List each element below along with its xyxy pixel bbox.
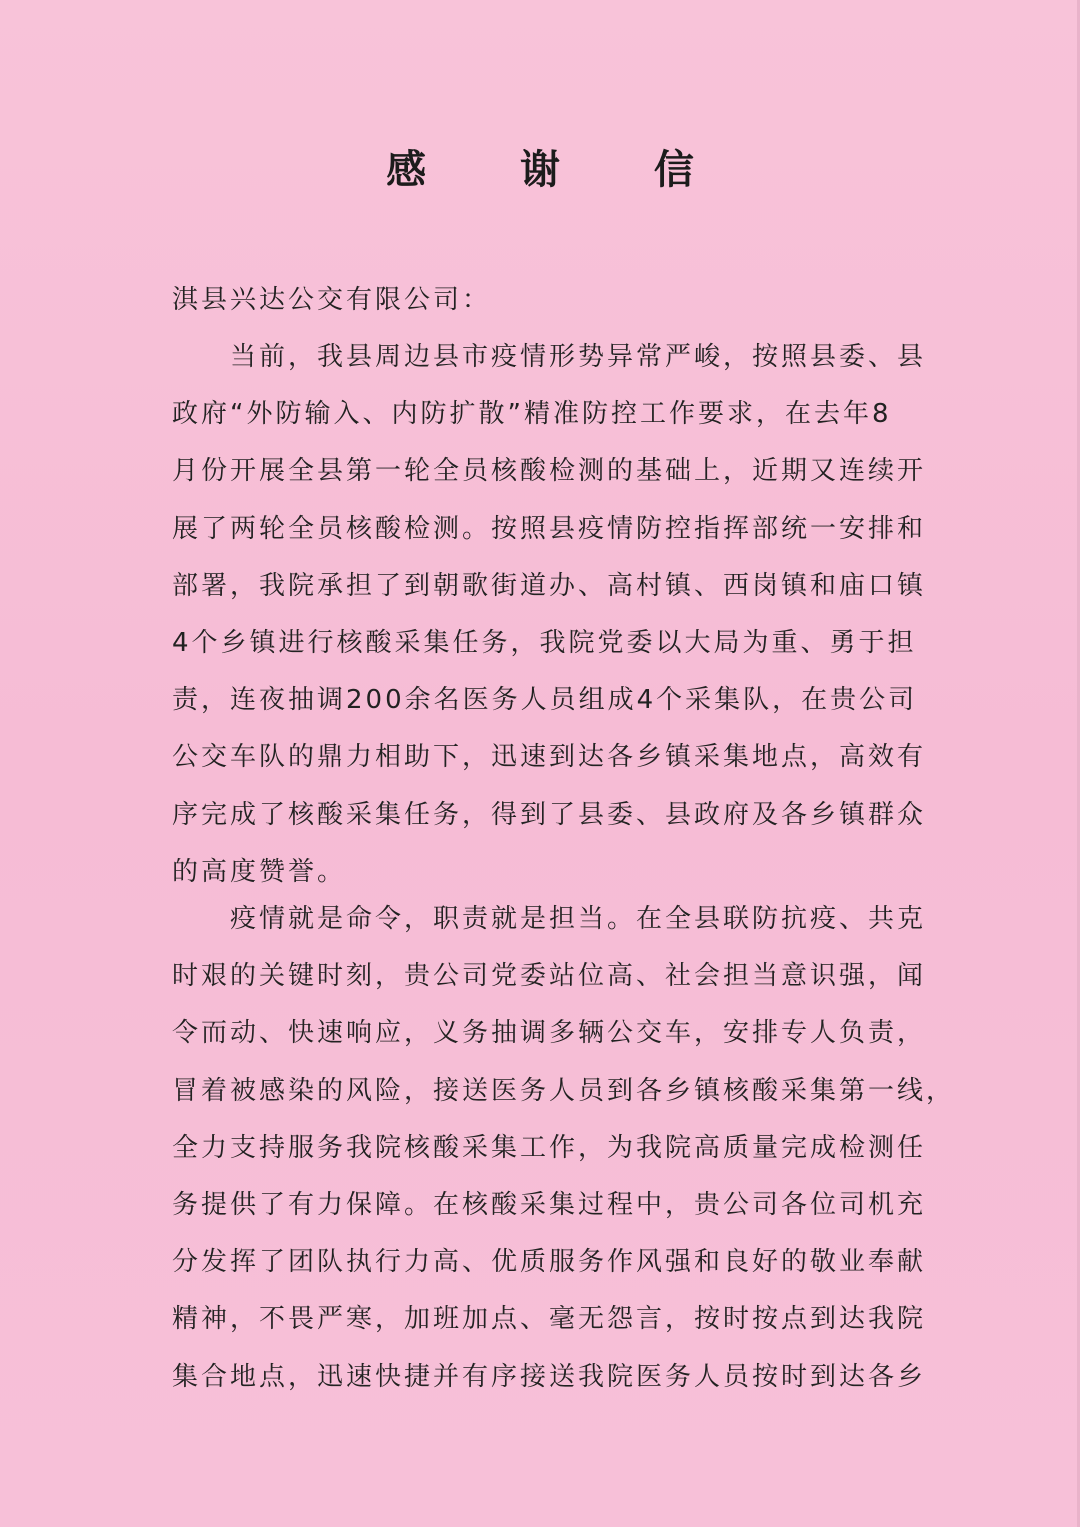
paragraph-line: 令而动、快速响应，义务抽调多辆公交车，安排专人负责， [172, 1018, 927, 1049]
paragraph-2 [172, 891, 956, 1406]
paragraph-line: 月份开展全县第一轮全员核酸检测的基础上，近期又连续开 [172, 456, 927, 487]
paragraph-line: 政府“外防输入、内防扩散”精准防控工作要求，在去年8 [172, 399, 892, 430]
paragraph-1 [172, 329, 932, 901]
paragraph-line: 展了两轮全员核酸检测。按照县疫情防控指挥部统一安排和 [172, 513, 927, 544]
paragraph-line: 全力支持服务我院核酸采集工作，为我院高质量完成检测任 [172, 1132, 927, 1163]
paragraph-line: 疫情就是命令，职责就是担当。在全县联防抗疫、共克 [230, 904, 927, 934]
paragraph-line: 精神，不畏严寒，加班加点、毫无怨言，按时按点到达我院 [172, 1304, 927, 1335]
paragraph-line: 分发挥了团队执行力高、优质服务作风强和良好的敬业奉献 [172, 1247, 927, 1278]
paragraph-line: 集合地点，迅速快捷并有序接送我院医务人员按时到达各乡 [172, 1361, 927, 1392]
letter-title: 感 谢 信 [386, 146, 734, 193]
paragraph-line: 责，连夜抽调200余名医务人员组成4个采集队，在贵公司 [172, 685, 918, 716]
paragraph-line: 时艰的关键时刻，贵公司党委站位高、社会担当意识强，闻 [172, 961, 927, 992]
paragraph-line: 当前，我县周边县市疫情形势异常严峻，按照县委、县 [230, 342, 927, 372]
paragraph-line: 务提供了有力保障。在核酸采集过程中，贵公司各位司机充 [172, 1189, 927, 1220]
paragraph-line: 序完成了核酸采集任务，得到了县委、县政府及各乡镇群众 [172, 799, 927, 830]
paragraph-line: 部署，我院承担了到朝歌街道办、高村镇、西岗镇和庙口镇 [172, 570, 927, 601]
paragraph-line: 冒着被感染的风险，接送医务人员到各乡镇核酸采集第一线， [172, 1075, 956, 1106]
paragraph-line: 4个乡镇进行核酸采集任务，我院党委以大局为重、勇于担 [172, 627, 917, 658]
paragraph-line: 的高度赞誉。 [172, 856, 347, 887]
paragraph-line: 公交车队的鼎力相助下，迅速到达各乡镇采集地点，高效有 [172, 742, 927, 773]
salutation: 淇县兴达公交有限公司： [172, 285, 492, 315]
